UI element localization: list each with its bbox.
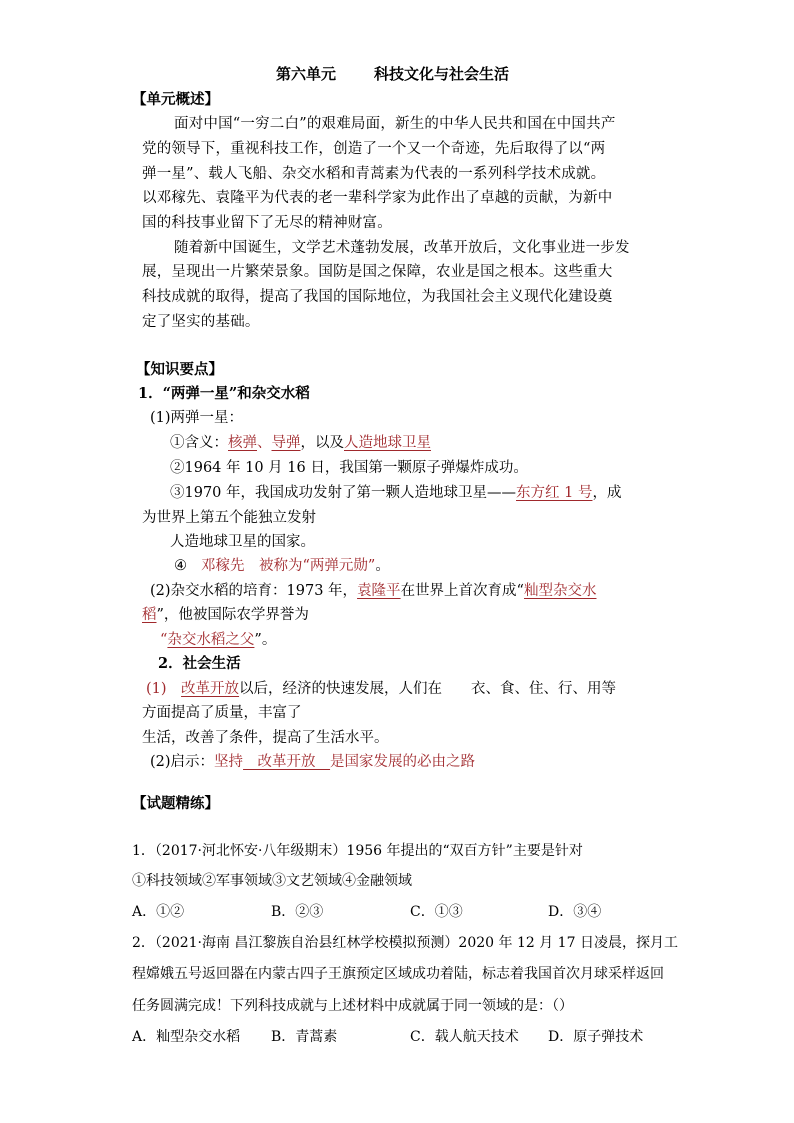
overview-heading: 【单元概述】 [132, 91, 219, 108]
overview-line-5: 国的科技事业留下了无尽的精神财富。 [142, 215, 392, 231]
overview-line-7: 展，呈现出一片繁荣景象。国防是国之保障，农业是国之根本。这些重大 [142, 264, 613, 280]
point-2: ②1964 年 10 月 16 日，我国第一颗原子弹爆炸成功。 [170, 460, 528, 476]
overview-line-4: 以邓稼先、袁隆平为代表的老一辈科学家为此作出了卓越的贡献，为新中 [142, 190, 613, 206]
answer-insist-reform: 改革开放 [243, 754, 331, 770]
unit-title [276, 64, 509, 84]
section-1-sub-2-end: “杂交水稻之父”。 [160, 632, 277, 648]
unit-number: 第六单元 [276, 65, 337, 83]
unit-name: 科技文化与社会生活 [374, 65, 510, 83]
question-2-stem-2: 程嫦娥五号返回器在内蒙古四子王旗预定区域成功着陆，标志着我国首次月球采样返回 [132, 966, 664, 982]
question-1-option-c[interactable]: C．①③ [410, 904, 463, 920]
point-3-end: 人造地球卫星的国家。 [170, 534, 315, 550]
question-2-stem-1: 2．（2021·海南 昌江黎族自治县红林学校模拟预测）2020 年 12 月 17 日凌晨，探月工 [132, 935, 678, 951]
section-2-point-1-end: 生活，改善了条件，提高了生活水平。 [142, 730, 389, 746]
section-2-point-2: (2)启示：坚持 改革开放 是国家发展的必由之路 [150, 754, 476, 770]
answer-father-of-hybrid-rice: 杂交水稻之父 [167, 632, 255, 648]
answer-satellite: 人造地球卫星 [344, 435, 431, 451]
section-1-sub-2: (2)杂交水稻的培育：1973 年，袁隆平在世界上首次育成“籼型杂交水 [150, 583, 597, 599]
question-1-stem: 1．（2017·河北怀安·八年级期末）1956 年提出的“双百方针”主要是针对 [132, 843, 583, 859]
answer-dongfanghong: 东方红 1 号 [516, 485, 593, 501]
section-1-sub-2-cont: 稻”，他被国际农学界誉为 [142, 607, 309, 623]
overview-line-3: 弹一星”、载人飞船、杂交水稻和青蒿素为代表的一系列科学技术成就。 [142, 166, 606, 182]
question-1-items: ①科技领域②军事领域③文艺领域④金融领域 [132, 873, 412, 889]
section-2-title: 2．社会生活 [158, 655, 241, 672]
question-2-stem-3: 任务圆满完成！下列科技成就与上述材料中成就属于同一领域的是：（） [132, 998, 573, 1014]
answer-yuan-longping: 袁隆平 [357, 583, 401, 599]
section-2-point-1-cont: 方面提高了质量，丰富了 [142, 705, 302, 721]
overview-line-9: 定了坚实的基础。 [142, 314, 260, 330]
point-3-cont: 为世界上第五个能独立发射 [142, 510, 316, 526]
question-2-option-a[interactable]: A．籼型杂交水稻 [132, 1029, 241, 1045]
section-1-title: 1．“两弹一星”和杂交水稻 [138, 385, 310, 402]
point-4: ④ 邓稼先 被称为“两弹元勋”。 [174, 558, 390, 574]
question-2-option-c[interactable]: C．载人航天技术 [410, 1029, 519, 1045]
knowledge-heading: 【知识要点】 [136, 361, 223, 378]
answer-nuclear-bomb: 核弹 [228, 435, 257, 451]
section-1-sub-1: (1)两弹一星： [150, 410, 244, 426]
overview-line-1: 面对中国“一穷二白”的艰难局面，新生的中华人民共和国在中国共产 [174, 116, 616, 132]
point-3: ③1970 年，我国成功发射了第一颗人造地球卫星——东方红 1 号，成 [170, 485, 622, 501]
question-1-option-d[interactable]: D．③④ [548, 904, 602, 920]
answer-missile: 导弹 [271, 435, 301, 451]
question-2-option-d[interactable]: D．原子弹技术 [548, 1029, 644, 1045]
question-1-option-b[interactable]: B．②③ [271, 904, 324, 920]
overview-line-8: 科技成就的取得，提高了我国的国际地位，为我国社会主义现代化建设奠 [142, 289, 613, 305]
overview-line-6: 随着新中国诞生，文学艺术蓬勃发展，改革开放后，文化事业进一步发 [174, 240, 630, 256]
exercises-heading: 【试题精练】 [132, 795, 219, 812]
answer-rice-type: 籼型杂交水 [523, 583, 597, 599]
point-1: ①含义：核弹、导弹，以及人造地球卫星 [170, 435, 431, 451]
answer-reform-opening: 改革开放 [181, 681, 240, 697]
question-1-option-a[interactable]: A．①② [132, 904, 185, 920]
answer-deng-jiaxian: 邓稼先 被称为“两弹元勋” [201, 558, 376, 574]
question-2-option-b[interactable]: B．青蒿素 [271, 1029, 338, 1045]
section-2-point-1: (1) 改革开放以后，经济的快速发展，人们在 衣、食、住、行、用等 [146, 681, 617, 697]
overview-line-2: 党的领导下，重视科技工作，创造了一个又一个奇迹，先后取得了以“两 [142, 141, 606, 157]
